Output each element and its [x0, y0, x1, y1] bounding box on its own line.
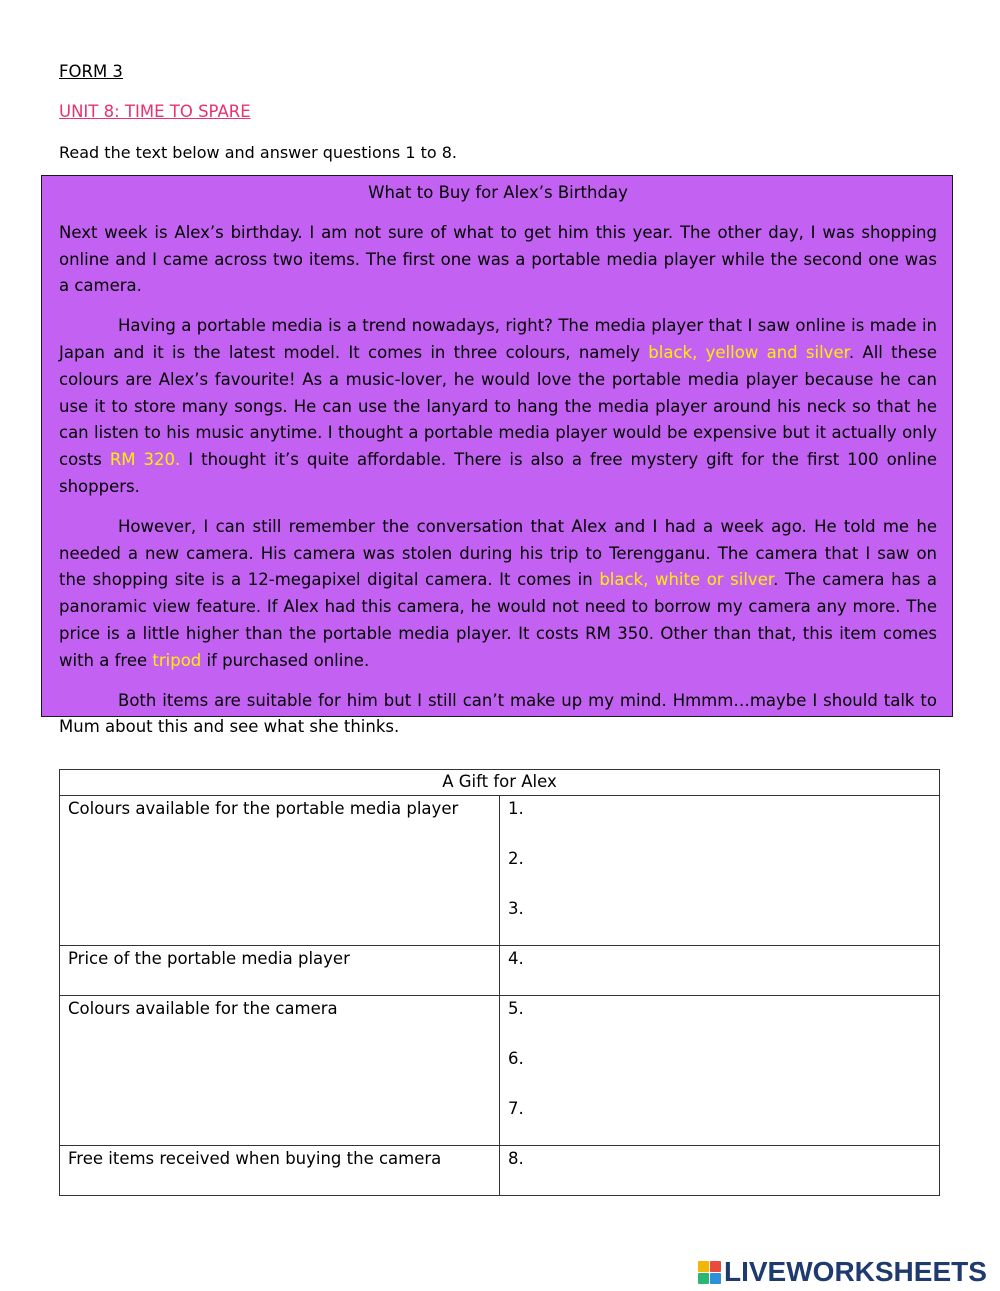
answer-cell[interactable]	[500, 1146, 940, 1196]
table-row	[60, 796, 940, 946]
answer-cell[interactable]	[500, 946, 940, 996]
highlight-tripod: tripod	[152, 650, 202, 670]
answer-1[interactable]: 1.	[508, 799, 524, 818]
p3-text-a: However, I can still remember the conversation that Alex and I had a week ago. He told me he needed a new camera. His camera was stolen during his trip to Terengganu. The camera that I saw on the shopping site is a 12-megapixel digital camera. It comes in	[59, 516, 937, 590]
answer-3[interactable]: 3.	[508, 899, 524, 918]
table-row	[60, 996, 940, 1146]
paragraph-3	[59, 514, 937, 675]
answer-table	[59, 769, 940, 1196]
p2-text-b: . All these colours are Alex’s favourite! As a music-lover, he would love the portable media player because he can use it to store many songs. He can use the lanyard to hang the media player around his neck so that he can listen to his music anytime. I thought a portable media player would be expensive but it actually only costs	[59, 342, 937, 470]
answer-5[interactable]: 5.	[508, 999, 524, 1018]
p3-text-c: if purchased online.	[201, 650, 370, 670]
highlight-camera-colours: black, white or silver	[599, 570, 774, 590]
p3-text-b: . The camera has a panoramic view feature. If Alex had this camera, he would not need to borrow my camera any more. The price is a little higher than the portable media player. It costs RM 350. Other than that, this item comes with a free	[59, 570, 938, 670]
answer-cell[interactable]	[500, 996, 940, 1146]
table-row	[60, 1146, 940, 1196]
logo-block	[698, 1261, 709, 1272]
reading-passage	[41, 175, 953, 737]
table-row	[60, 946, 940, 996]
answer-6[interactable]: 6.	[508, 1049, 524, 1068]
answer-7[interactable]: 7.	[508, 1099, 524, 1118]
liveworksheets-blocks-icon	[698, 1261, 721, 1284]
logo-text: LIVEWORKSHEETS	[724, 1256, 987, 1287]
logo-block	[698, 1273, 709, 1284]
logo-block	[710, 1273, 721, 1284]
row-label: Free items received when buying the camera	[60, 1146, 500, 1196]
row-label: Colours available for the camera	[60, 996, 500, 1146]
form-heading: FORM 3	[59, 62, 123, 81]
row-label: Price of the portable media player	[60, 946, 500, 996]
row-label: Colours available for the portable media player	[60, 796, 500, 946]
logo-block	[710, 1261, 721, 1272]
liveworksheets-logo	[698, 1256, 987, 1288]
highlight-player-colours: black, yellow and silver	[648, 342, 849, 362]
instruction-text: Read the text below and answer questions 1 to 8.	[59, 143, 457, 162]
unit-heading: UNIT 8: TIME TO SPARE	[59, 102, 251, 121]
highlight-player-price: RM 320.	[109, 450, 181, 470]
paragraph-1: Next week is Alex’s birthday. I am not sure of what to get him this year. The other day, I was shopping online and I came across two items. The first one was a portable media player while the second one was a camera.	[59, 222, 937, 296]
answer-4[interactable]: 4.	[508, 949, 524, 968]
table-title: A Gift for Alex	[60, 770, 940, 796]
answer-2[interactable]: 2.	[508, 849, 524, 868]
p2-text-a: Having a portable media is a trend nowadays, right? The media player that I saw online is made in Japan and it is the latest model. It comes in three colours, namely	[59, 316, 937, 362]
passage-title: What to Buy for Alex’s Birthday	[368, 183, 628, 202]
paragraph-4: Both items are suitable for him but I still can’t make up my mind. Hmmm…maybe I should talk to Mum about this and see what she thinks.	[59, 690, 937, 737]
answer-8[interactable]: 8.	[508, 1149, 524, 1168]
paragraph-2	[59, 313, 937, 501]
answer-cell[interactable]	[500, 796, 940, 946]
p2-text-c: I thought it’s quite affordable. There is also a free mystery gift for the first 100 online shoppers.	[59, 450, 938, 496]
